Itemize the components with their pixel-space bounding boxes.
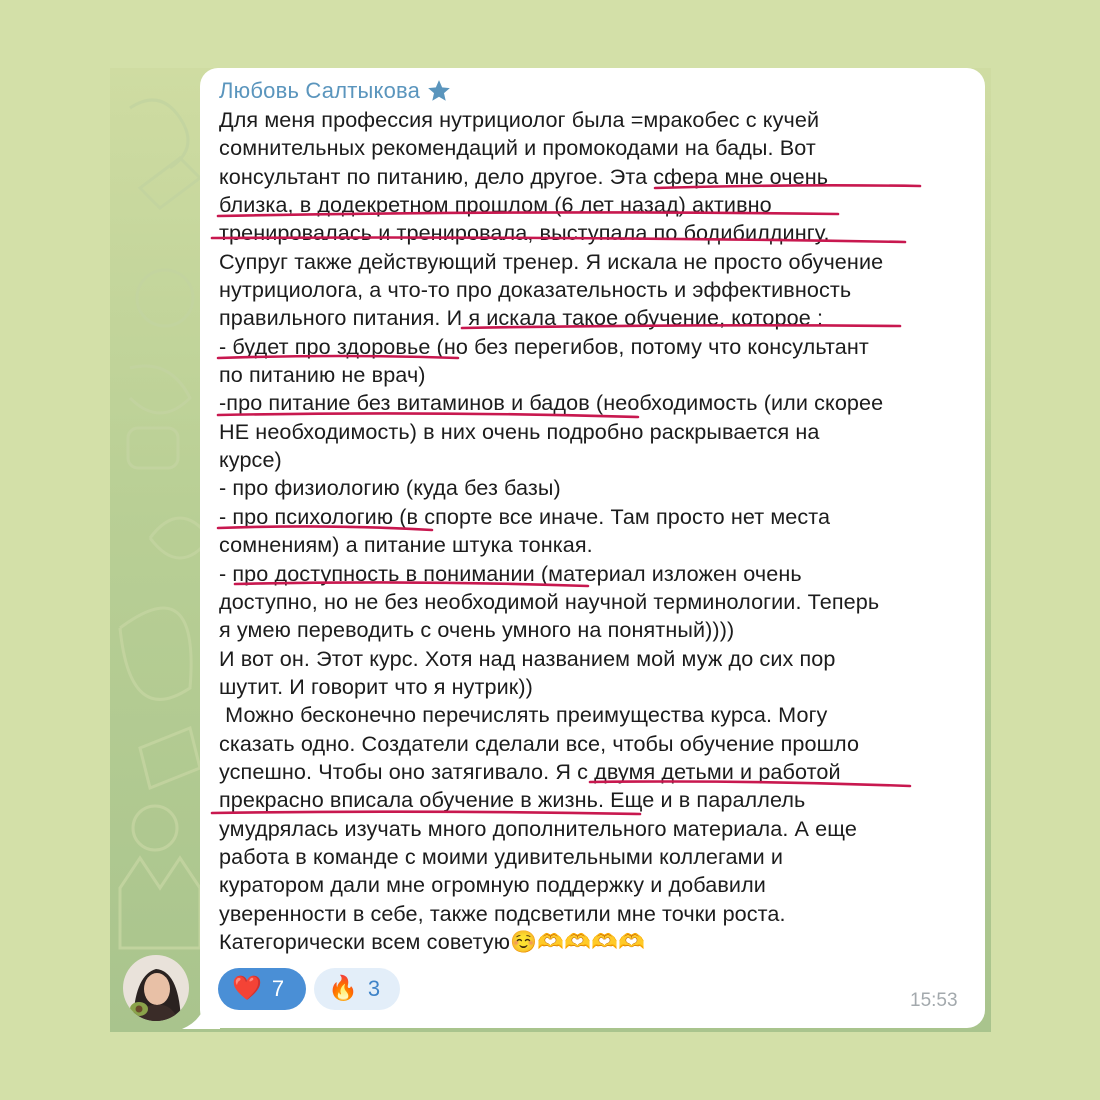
chat-screen bbox=[110, 68, 991, 1032]
message-line: доступно, но не без необходимой научной терминологии. Теперь bbox=[219, 588, 880, 614]
avatar[interactable] bbox=[123, 955, 189, 1021]
message-line: - про доступность в понимании (материал изложен очень bbox=[219, 560, 802, 586]
message-line: сомнениям) а питание штука тонкая. bbox=[219, 532, 593, 558]
star-icon bbox=[426, 78, 452, 104]
message-line: прекрасно вписала обучение в жизнь. Еще и в параллель bbox=[219, 787, 806, 813]
avatar-photo bbox=[123, 955, 189, 1021]
message-line: я умею переводить с очень умного на понятный)))) bbox=[219, 617, 735, 643]
reaction-count: 7 bbox=[271, 976, 285, 1001]
reaction-heart[interactable] bbox=[218, 968, 306, 1010]
reaction-fire[interactable] bbox=[314, 968, 400, 1010]
message-line: успешно. Чтобы оно затягивало. Я с двумя детьми и работой bbox=[219, 758, 841, 784]
message-line: работа в команде с моими удивительными коллегами и bbox=[219, 843, 783, 869]
message-line: тренировалась и тренировала, выступала по бодибилдингу. bbox=[219, 220, 830, 246]
message-line: Можно бесконечно перечислять преимущества курса. Могу bbox=[219, 702, 828, 728]
author-name[interactable]: Любовь Салтыкова bbox=[219, 78, 421, 103]
message-line: нутрициолога, а что-то про доказательность и эффективность bbox=[219, 277, 852, 303]
reaction-count: 3 bbox=[367, 976, 381, 1001]
message-line: куратором дали мне огромную поддержку и добавили bbox=[219, 872, 766, 898]
message-line: И вот он. Этот курс. Хотя над названием мой муж до сих пор bbox=[219, 645, 836, 671]
message-text bbox=[219, 106, 979, 956]
message-line: - будет про здоровье (но без перегибов, потому что консультант bbox=[219, 333, 869, 359]
message-line: шутит. И говорит что я нутрик)) bbox=[219, 673, 533, 699]
message-line: Категорически всем советую☺️🫶🫶🫶🫶 bbox=[219, 928, 645, 954]
message-line: НЕ необходимость) в них очень подробно раскрывается на bbox=[219, 418, 820, 444]
message-line: Для меня профессия нутрициолог была =мракобес с кучей bbox=[219, 107, 820, 132]
message-author[interactable] bbox=[219, 78, 452, 104]
message-line: -про питание без витаминов и бадов (необходимость (или скорее bbox=[219, 390, 884, 416]
message-line: уверенности в себе, также подсветили мне точки роста. bbox=[219, 900, 786, 926]
message-line: - про физиологию (куда без базы) bbox=[219, 475, 561, 501]
message-line: курсе) bbox=[219, 447, 282, 473]
message-line: умудрялась изучать много дополнительного материала. А еще bbox=[219, 815, 858, 841]
message-line: сказать одно. Создатели сделали все, чтобы обучение прошло bbox=[219, 730, 860, 756]
message-line: - про психологию (в спорте все иначе. Там просто нет места bbox=[219, 503, 831, 529]
heart-icon: ❤️ bbox=[232, 975, 262, 1002]
message-line: правильного питания. И я искала такое обучение, которое : bbox=[219, 305, 824, 331]
message-line: близка, в додекретном прошлом (6 лет назад) активно bbox=[219, 192, 772, 218]
message-time: 15:53 bbox=[910, 990, 958, 1011]
fire-icon: 🔥 bbox=[328, 975, 358, 1002]
message-line: по питанию не врач) bbox=[219, 362, 426, 388]
message-line: консультант по питанию, дело другое. Эта сфера мне очень bbox=[219, 163, 829, 189]
message-line: сомнительных рекомендаций и промокодами на бады. Вот bbox=[219, 135, 816, 161]
message-line: Супруг также действующий тренер. Я искала не просто обучение bbox=[219, 248, 884, 274]
